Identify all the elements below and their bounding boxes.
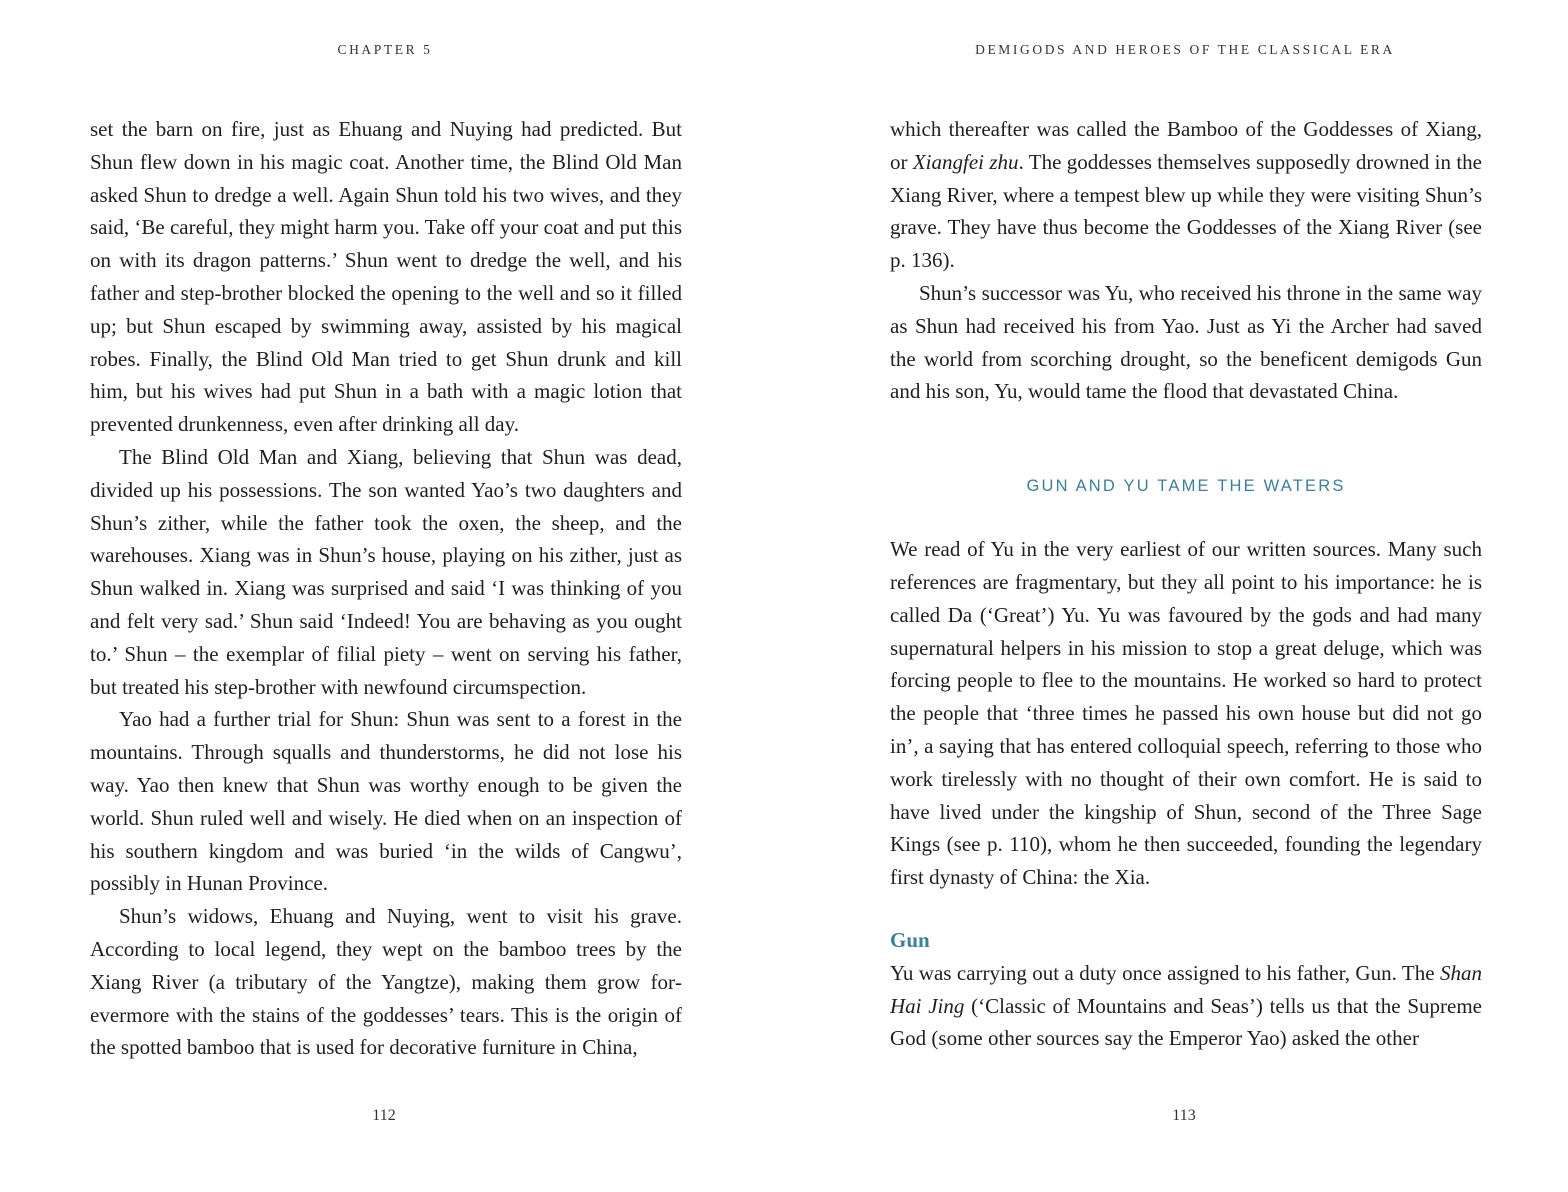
text-run: which thereafter was called the Bamboo of the Goddesses of Xiang, or	[890, 117, 1482, 174]
italic-term: Xiangfei zhu	[912, 149, 1019, 174]
text-run: (‘Classic of Mountains and Seas’) tells us that the Supreme God (some other sources say the Emperor Yao) asked the other	[890, 993, 1483, 1051]
subsection-spacer	[890, 894, 1482, 924]
left-body-text	[90, 113, 682, 1064]
running-head-right: DEMIGODS AND HEROES OF THE CLASSICAL ERA	[975, 42, 1395, 57]
italic-title: Shan Hai Jing	[890, 960, 1482, 1018]
right-page	[784, 0, 1568, 1192]
paragraph	[890, 113, 1482, 277]
subsection-heading: Gun	[890, 927, 930, 952]
text-run: Yu was carrying out a duty once assigned to his father, Gun. The	[890, 960, 1440, 985]
paragraph	[890, 957, 1482, 1055]
page-number-left: 112	[372, 1107, 396, 1124]
running-head-left: CHAPTER 5	[337, 42, 433, 57]
paragraph: set the barn on fire, just as Ehuang and Nuying had predicted. But Shun flew down in his magic coat. Another time, the Blind Old Man asked Shun to dredge a well. Again Shun told his two wives, and they said, ‘Be careful, they might harm you. Take off your coat and put this on with its dragon patterns.’ Shun went to dredge the well, and his father and step-brother blocked the opening to the well and so it filled up; but Shun escaped by swimming away, assisted by his magical robes. Finally, the Blind Old Man tried to get Shun drunk and kill him, but his wives had put Shun in a bath with a magic lotion that prevented drunkenness, even after drinking all day.	[90, 117, 682, 437]
paragraph: Shun’s successor was Yu, who received his throne in the same way as Shun had received his from Yao. Just as Yi the Archer had saved the world from scorching drought, so the beneficent demigods Gun and his son, Yu, would tame the flood that devastated China.	[890, 280, 1482, 404]
paragraph: Yao had a further trial for Shun: Shun was sent to a forest in the mountains. Through squalls and thunderstorms, he did not lose his way. Yao then knew that Shun was worthy enough to be given the world. Shun ruled well and wisely. He died when on an inspection of his southern kingdom and was buried ‘in the wilds of Cangwu’, possibly in Hunan Province.	[90, 707, 682, 896]
paragraph: Shun’s widows, Ehuang and Nuying, went to visit his grave. According to local legend, they wept on the bamboo trees by the Xiang River (a tributary of the Yangtze), making them grow forevermore with the stains of the goddesses’ tears. This is the origin of the spotted bamboo that is used for decorative furniture in China,	[90, 904, 682, 1060]
paragraph: We read of Yu in the very earliest of our written sources. Many such references are fragmentary, but they all point to his importance: he is called Da (‘Great’) Yu. Yu was favoured by the gods and had many supernatural helpers in his mission to stop a great deluge, which was forcing people to flee to the mountains. He worked so hard to protect the people that ‘three times he passed his own house but did not go in’, a saying that has entered colloquial speech, referring to those who work tirelessly with no thought of their own comfort. He is said to have lived under the kingship of Shun, second of the Three Sage Kings (see p. 110), whom he then succeeded, founding the legendary first dynasty of China: the Xia.	[890, 537, 1482, 890]
section-spacer	[890, 503, 1482, 533]
section-heading: GUN AND YU TAME THE WATERS	[1026, 477, 1346, 496]
text-run: . The goddesses themselves supposedly drowned in the Xiang River, where a tempest blew up while they were visiting Shun’s grave. They have thus become the Goddesses of the Xiang River (see p. 136).	[890, 149, 1482, 273]
paragraph: The Blind Old Man and Xiang, believing that Shun was dead, divided up his possessions. The son wanted Yao’s two daughters and Shun’s zither, while the father took the oxen, the sheep, and the warehouses. Xiang was in Shun’s house, playing on his zither, just as Shun walked in. Xiang was surprised and said ‘I was thinking of you and felt very sad.’ Shun said ‘Indeed! You are behaving as you ought to.’ Shun – the exemplar of filial piety – went on serving his father, but treated his step-brother with newfound circumspection.	[90, 444, 682, 699]
page-number-right: 113	[1172, 1107, 1196, 1124]
right-body-text	[890, 113, 1482, 1055]
